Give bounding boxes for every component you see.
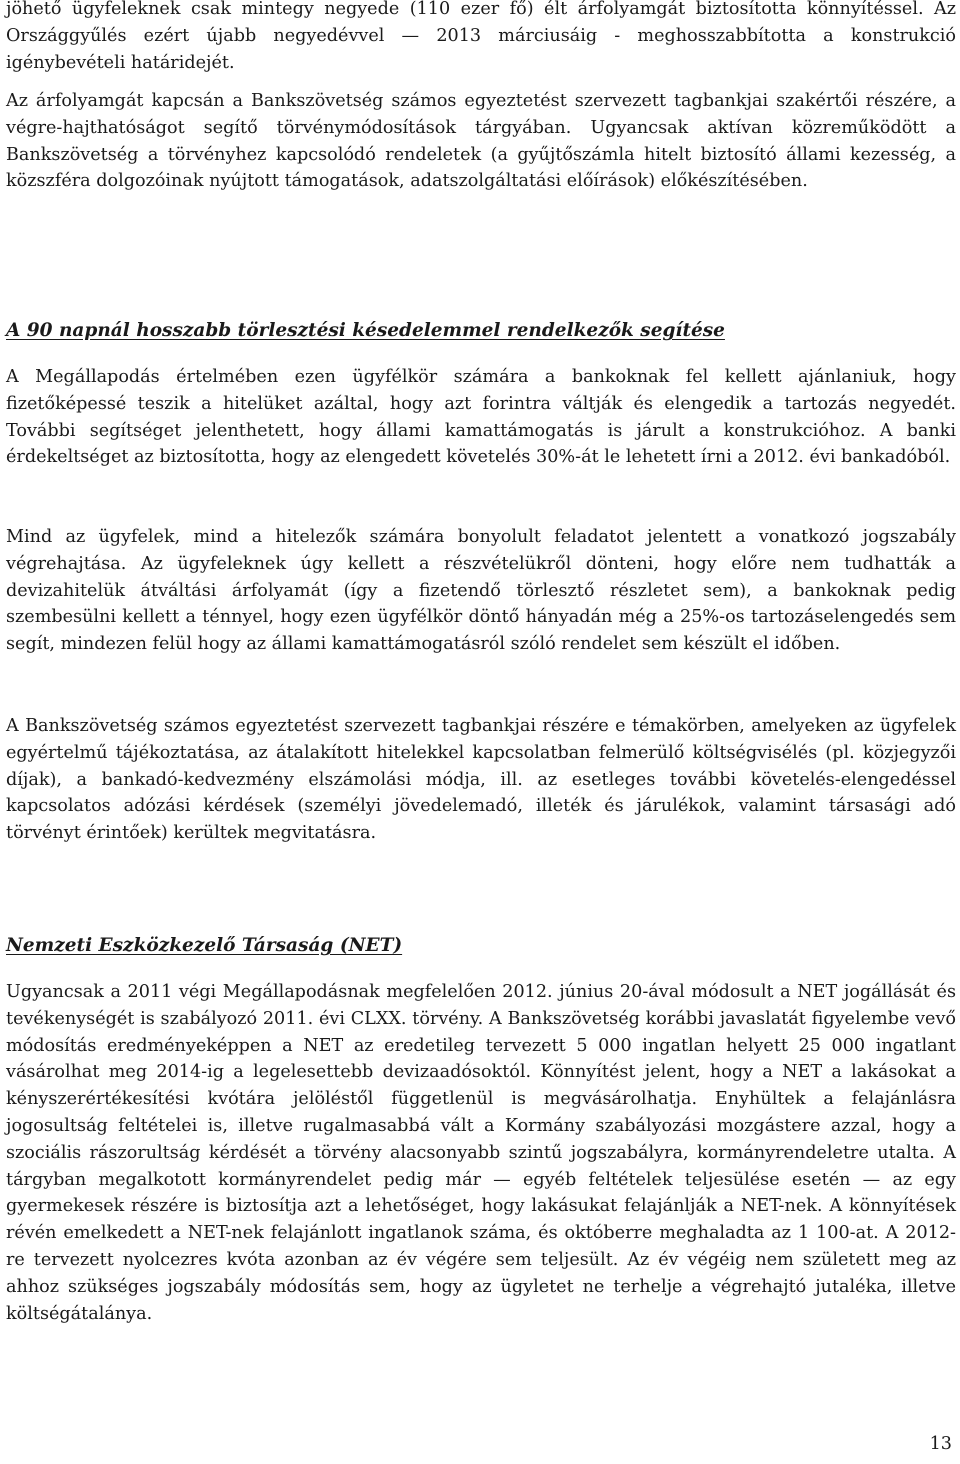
paragraph-arfolyamgat-intro: jöhető ügyfeleknek csak mintegy negyede (110 ezer fő) élt árfolyamgát biztosította könnyítéssel. Az Országgyűlés ezért újabb negyedévvel — 2013 márciusáig - meghosszabbította a konstrukció igénybevételi határidejét. (6, 0, 956, 73)
page-number: 13 (929, 1434, 952, 1454)
paragraph-bonyolult-feladat: Mind az ügyfelek, mind a hitelezők számára bonyolult feladatot jelentett a vonatkozó jogszabály végrehajtása. Az ügyfeleknek úgy kellett a részvételükről dönteni, hogy előre nem tudhatták a devizahitelük átváltási árfolyamát (így a fizetendő törlesztő részletet sem), a bankoknak pedig szembesülni kellett a ténnyel, hogy ezen ügyfélkör döntő hányadán még a 25%-os tartozáselengedés sem segít, mindezen felül hogy az állami kamattámogatásról szóló rendelet sem készült el időben. (6, 527, 956, 655)
paragraph-megallapodas: A Megállapodás értelmében ezen ügyfélkör számára a bankoknak fel kellett ajánlaniuk, hogy fizetőképessé teszik a hitelüket azáltal, hogy azt forintra váltják és elengedik a tartozás negyedét. További segítséget jelenthetett, hogy állami kamattámogatás is járult a konstrukcióhoz. A banki érdekeltséget az biztosította, hogy az elengedett követelés 30%-át le lehetett írni a 2012. évi bankadóból. (6, 367, 956, 468)
paragraph-net-torveny: Ugyancsak a 2011 végi Megállapodásnak megfelelően 2012. június 20-ával módosult a NET jogállását és tevékenységét is szabályozó 2011. évi CLXX. törvény. A Bankszövetség korábbi javaslatát figyelembe vevő módosítás eredményeképpen a NET az eredetileg tervezett 5 000 ingatlan helyett 25 000 ingatlant vásárolhat meg 2014-ig a legelesettebb devizaadósoktól. Könnyítést jelent, hogy a NET a lakásokat a kényszerértékesítési kvótára jelöléstől függetlenül is megvásárolhatja. Enyhültek a felajánlásra jogosultság feltételei is, illetve rugalmasabbá vált a Kormány szabályozási mozgástere azzal, hogy a szociális rászorultság kérdését a törvény alacsonyabb szintű jogszabályra, kormányrendeletre utalta. A tárgyban megalkotott kormányrendelet pedig már — egyéb feltételek teljesülése esetén — az egy gyermekesek részére is biztosítja azt a lehetőséget, hogy lakásukat felajánlják a NET-nek. A könnyítések révén emelkedett a NET-nek felajánlott ingatlanok száma, és októberre meghaladta az 1 100-at. A 2012-re tervezett nyolcezres kvóta azonban az év végére sem teljesült. Az év végéig nem született meg az ahhoz szükséges jogszabály módosítás sem, hogy az ügyletet ne terhelje a végrehajtó jutaléka, illetve költségátalánya. (6, 982, 956, 1324)
section-heading-kesedelem: A 90 napnál hosszabb törlesztési késedelemmel rendelkezők segítése (6, 320, 725, 341)
paragraph-tagbankok-egyeztetes: A Bankszövetség számos egyeztetést szervezett tagbankjai részére e témakörben, amelyeken az ügyfelek egyértelmű tájékoztatása, az átalakított hitelekkel kapcsolatban felmerülő költségvisélés (pl. közjegyzői díjak), a bankadó-kedvezmény elszámolási módja, ill. az esetleges további követelés-elengedéssel kapcsolatos adózási kérdések (személyi jövedelemadó, illeték és járulékok, valamint társasági adó törvényt érintőek) kerültek megvitatásra. (6, 716, 956, 844)
section-heading-net: Nemzeti Eszközkezelő Társaság (NET) (6, 935, 403, 956)
paragraph-bankszovetseg-egyeztetes: Az árfolyamgát kapcsán a Bankszövetség számos egyeztetést szervezett tagbankjai szakértői részére, a végre-hajthatóságot segítő törvénymódosítások tárgyában. Ugyancsak aktívan közreműködött a Bankszövetség a törvényhez kapcsolódó rendeletek (a gyűjtőszámla hitelt biztosító állami kezesség, a közszféra dolgozóinak nyújtott támogatások, adatszolgáltatási előírások) előkészítésében. (6, 91, 956, 192)
